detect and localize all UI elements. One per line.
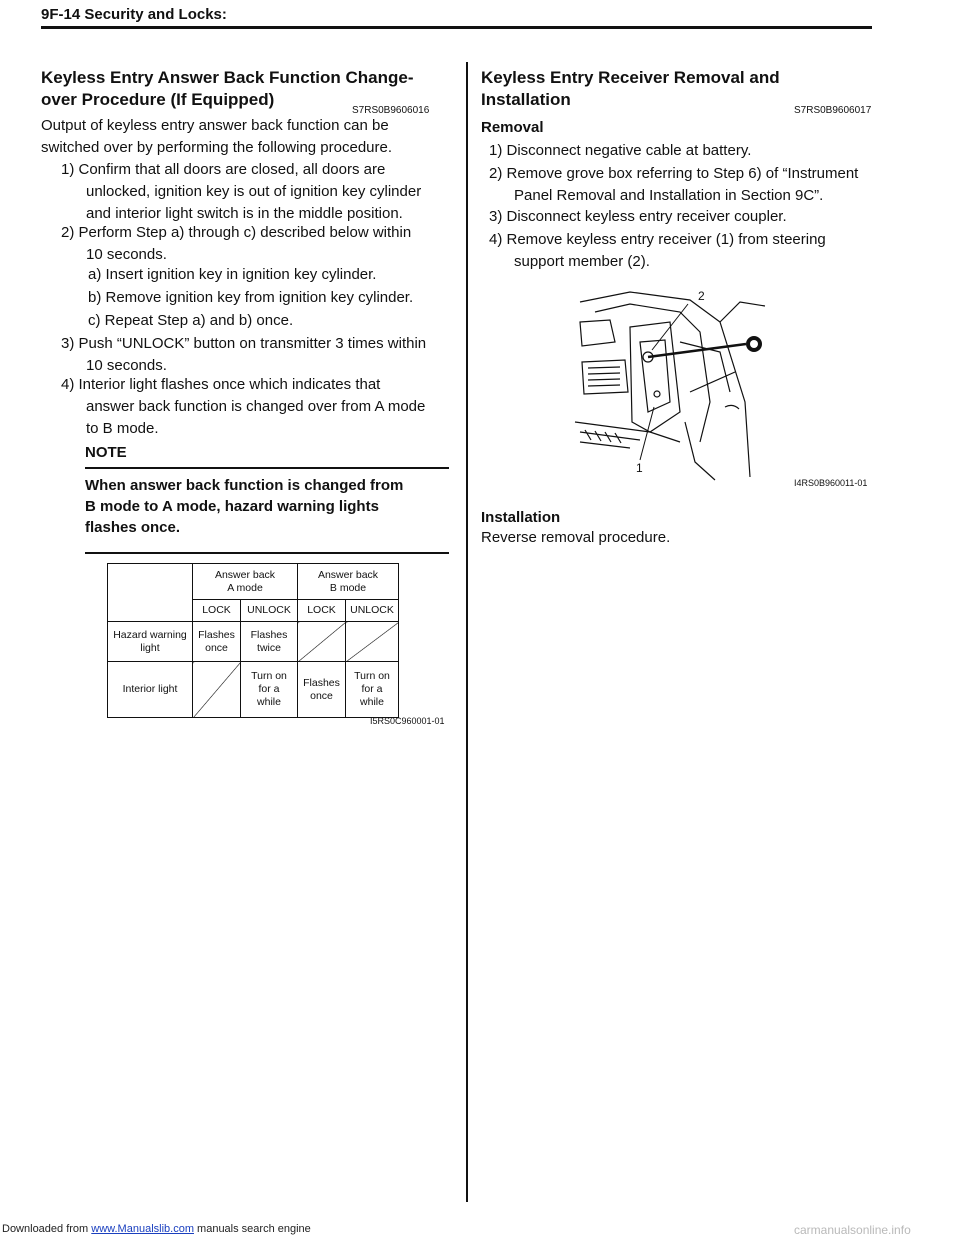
- removal-step-2: [489, 163, 879, 207]
- note-title: NOTE: [85, 444, 449, 469]
- receiver-location-illustration: [570, 282, 780, 482]
- cell-hazard-b-unlock-empty: [346, 622, 399, 662]
- substep-b: b) Remove ignition key from ignition key cylinder.: [88, 289, 414, 306]
- column-divider: [466, 62, 468, 1202]
- cell-hazard-b-lock-empty: [298, 622, 346, 662]
- subheader-b-unlock: UNLOCK: [346, 600, 399, 622]
- subheader-a-lock: LOCK: [193, 600, 241, 622]
- removal-step-1: 1) Disconnect negative cable at battery.: [489, 142, 752, 159]
- page-header-title: 9F-14 Security and Locks:: [41, 6, 227, 23]
- step-4: [61, 374, 461, 440]
- left-heading-line2: over Procedure (If Equipped): [41, 90, 275, 109]
- substep-a: a) Insert ignition key in ignition key cylinder.: [88, 266, 377, 283]
- subheader-b-lock: LOCK: [298, 600, 346, 622]
- answer-back-mode-table: [107, 563, 399, 718]
- installation-title: Installation: [481, 509, 561, 526]
- header-mode-a: Answer back A mode: [193, 564, 298, 600]
- row-label-interior: Interior light: [108, 662, 193, 718]
- step-line: Panel Removal and Installation in Section 9C”.: [514, 187, 824, 204]
- left-heading-line1: Keyless Entry Answer Back Function Change-: [41, 68, 414, 87]
- step-line: 2) Remove grove box referring to Step 6) of “Instrument: [489, 165, 859, 182]
- subheader-a-unlock: UNLOCK: [241, 600, 298, 622]
- note-line: flashes once.: [85, 519, 181, 536]
- callout-leader-1: [640, 407, 654, 460]
- removal-title: Removal: [481, 119, 544, 136]
- cell-interior-a-unlock: Turn on for a while: [241, 662, 298, 718]
- step-line: to B mode.: [86, 420, 159, 437]
- intro-line: switched over by performing the following procedure.: [41, 139, 393, 156]
- step-line: and interior light switch is in the middle position.: [86, 205, 403, 222]
- table-corner-cell: [108, 564, 193, 622]
- step-line: 3) Push “UNLOCK” button on transmitter 3 times within: [61, 335, 427, 352]
- step-line: 10 seconds.: [86, 246, 167, 263]
- cell-hazard-a-unlock: Flashes twice: [241, 622, 298, 662]
- cell-interior-a-lock-empty: [193, 662, 241, 718]
- header-rule: [41, 26, 872, 29]
- footer-suffix: manuals search engine: [193, 1223, 311, 1235]
- right-heading-line2: Installation: [481, 90, 571, 109]
- step-3: [61, 333, 461, 377]
- step-line: 2) Perform Step a) through c) described below within: [61, 224, 412, 241]
- step-1: [61, 159, 461, 225]
- header-mode-b: Answer back B mode: [298, 564, 399, 600]
- installation-text: Reverse removal procedure.: [481, 529, 671, 546]
- step-line: 4) Remove keyless entry receiver (1) from steering: [489, 231, 826, 248]
- page-footer: [0, 1220, 960, 1242]
- note-body: [85, 469, 449, 554]
- note-box: [85, 444, 449, 554]
- right-figure-code: I4RS0B960011-01: [794, 478, 868, 488]
- left-intro: [41, 115, 461, 159]
- cell-interior-b-lock: Flashes once: [298, 662, 346, 718]
- footer-prefix: Downloaded from: [2, 1223, 92, 1235]
- step-line: answer back function is changed over from A mode: [86, 398, 426, 415]
- figure-callout-2: 2: [698, 289, 705, 303]
- intro-line: Output of keyless entry answer back function can be: [41, 117, 389, 134]
- cell-interior-b-unlock: Turn on for a while: [346, 662, 399, 718]
- note-line: B mode to A mode, hazard warning lights: [85, 498, 379, 515]
- step-line: 10 seconds.: [86, 357, 167, 374]
- step-2: [61, 222, 461, 266]
- step-line: support member (2).: [514, 253, 650, 270]
- step-line: 4) Interior light flashes once which indicates that: [61, 376, 381, 393]
- removal-step-4: [489, 229, 879, 273]
- left-figure-code: I5RS0C960001-01: [370, 716, 445, 726]
- substep-c: c) Repeat Step a) and b) once.: [88, 312, 294, 329]
- removal-step-3: 3) Disconnect keyless entry receiver coupler.: [489, 208, 787, 225]
- step-line: 1) Confirm that all doors are closed, all doors are: [61, 161, 386, 178]
- cell-hazard-a-lock: Flashes once: [193, 622, 241, 662]
- row-label-hazard: Hazard warning light: [108, 622, 193, 662]
- right-heading-line1: Keyless Entry Receiver Removal and: [481, 68, 780, 87]
- footer-download-note: [2, 1223, 311, 1235]
- note-line: When answer back function is changed from: [85, 477, 404, 494]
- footer-site-watermark: carmanualsonline.info: [794, 1223, 911, 1237]
- right-section-code: S7RS0B9606017: [794, 105, 872, 116]
- manualslib-link[interactable]: www.Manualslib.com: [91, 1223, 194, 1235]
- step-line: unlocked, ignition key is out of ignition key cylinder: [86, 183, 422, 200]
- left-section-code: S7RS0B9606016: [352, 105, 430, 116]
- figure-callout-1: 1: [636, 461, 643, 475]
